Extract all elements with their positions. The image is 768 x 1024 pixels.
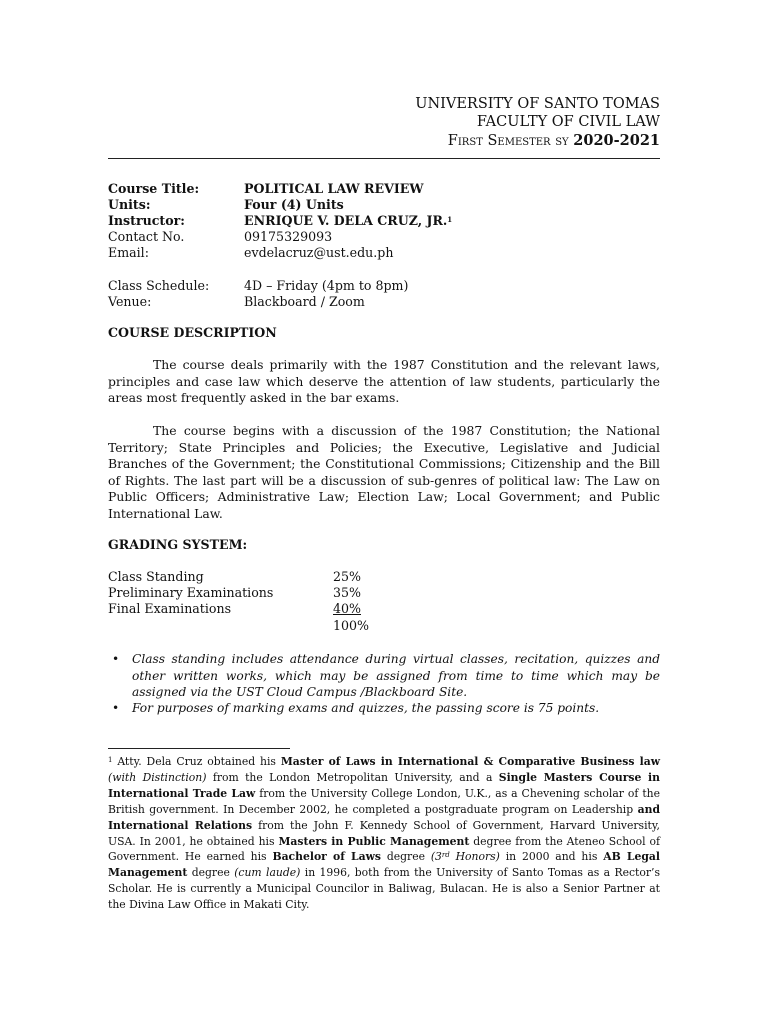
grading-heading: GRADING SYSTEM: (108, 537, 248, 552)
footnote-degree: AB Legal Management (108, 850, 660, 880)
footnote-degree: and International Relations (108, 802, 660, 832)
venue-value: Blackboard / Zoom (244, 294, 365, 309)
footnote-divider (108, 748, 290, 749)
grading-row-label: Class Standing (108, 569, 204, 584)
email-label: Email: (108, 245, 149, 260)
footnote-degree: Masters in Public Management (278, 834, 470, 848)
venue-label: Venue: (108, 294, 152, 309)
footnote-honor (431, 850, 500, 863)
footnote-honor-part: Honors) (449, 850, 500, 864)
footnote-text: degree (380, 850, 431, 864)
footnote-degree: Bachelor of Laws (272, 850, 381, 864)
header-divider (108, 158, 660, 159)
footnote-reference: 1 (447, 215, 453, 224)
footnote-text: from the London Metropolitan University, and a (206, 770, 499, 784)
grading-row (108, 601, 361, 617)
grading-note: • For purposes of marking exams and quizzes, the passing score is 75 points. (132, 700, 660, 717)
semester-label: First Semester sy (447, 133, 569, 149)
course-title-label: Course Title: (108, 181, 200, 196)
semester-line (448, 131, 660, 151)
footnote-text: in 1996, both from the University of Santo Tomas as a Rector’s Scholar. He is currently a Municipal Councilor in Baliwag, Bulacan. He is also a Senior Partner at the Divina Law Office in Makati City. (108, 866, 660, 912)
instructor-value-wrap (244, 213, 452, 229)
grading-row-value: 25% (333, 569, 361, 584)
footnote-text: from the University College London, U.K., as a Chevening scholar of the British government. In December 2002, he completed a postgraduate program on Leadership (108, 786, 661, 816)
footnote-honor-ordinal: rd (441, 851, 450, 860)
university-name: UNIVERSITY OF SANTO TOMAS (415, 96, 660, 112)
footnote-text: in 2000 and his (499, 850, 604, 864)
footnote-text: Atty. Dela Cruz obtained his (112, 755, 281, 768)
faculty-name: FACULTY OF CIVIL LAW (476, 114, 660, 130)
instructor-value: ENRIQUE V. DELA CRUZ, JR. (244, 213, 448, 228)
footnote-degree: Master of Laws in International & Comparative Business law (280, 755, 660, 768)
schedule-value: 4D – Friday (4pm to 8pm) (244, 278, 409, 293)
footnote-honor-part: (3 (430, 850, 442, 864)
grading-note: • Class standing includes attendance during virtual classes, recitation, quizzes and other written works, which may be assigned from time to time which may be assigned via the UST Cloud Campus /Blackboard Site. (132, 651, 660, 701)
contact-label: Contact No. (108, 229, 185, 244)
schedule-label: Class Schedule: (108, 278, 210, 293)
footnote (108, 754, 660, 913)
course-title-value: POLITICAL LAW REVIEW (244, 181, 424, 196)
footnote-text: from the John F. Kennedy School of Government, Harvard University, USA. In 2001, he obtained his (108, 818, 660, 848)
footnote-mark: 1 (108, 756, 113, 764)
footnote-honor: (cum laude) (234, 866, 301, 880)
grading-row (108, 585, 361, 601)
course-description-heading: COURSE DESCRIPTION (108, 325, 277, 340)
footnote-degree: Single Masters Course in International Trade Law (108, 770, 660, 800)
email-value: evdelacruz@ust.edu.ph (244, 245, 394, 260)
footnote-text: degree from the Ateneo School of Government. He earned his (108, 834, 661, 864)
units-value: Four (4) Units (244, 197, 344, 212)
grading-total: 100% (333, 618, 370, 633)
instructor-label: Instructor: (108, 213, 185, 228)
contact-value: 09175329093 (244, 229, 333, 244)
units-label: Units: (108, 197, 151, 212)
grading-row (108, 569, 361, 585)
course-description-paragraph-1: The course deals primarily with the 1987 Constitution and the relevant laws, principles and case law which deserve the attention of law students, particularly the areas most frequently asked in the bar exams. (108, 357, 660, 406)
course-description-paragraph-2: The course begins with a discussion of the 1987 Constitution; the National Territory; State Principles and Policies; the Executive, Legislative and Judicial Branches of the Government; the Constitutional Commissions; Citizenship and the Bill of Rights. The last part will be a discussion of sub-genres of political law: The Law on Public Officers; Administrative Law; Election Law; Local Government; and Public International Law. (108, 423, 660, 521)
grading-row-label: Final Examinations (108, 601, 232, 616)
grading-row-value: 35% (333, 585, 361, 600)
semester-year: 2020-2021 (573, 132, 660, 149)
footnote-honor: (with Distinction) (108, 770, 207, 784)
grading-row-value: 40% (333, 601, 361, 616)
footnote-text: degree (187, 866, 235, 880)
grading-row-label: Preliminary Examinations (108, 585, 274, 600)
